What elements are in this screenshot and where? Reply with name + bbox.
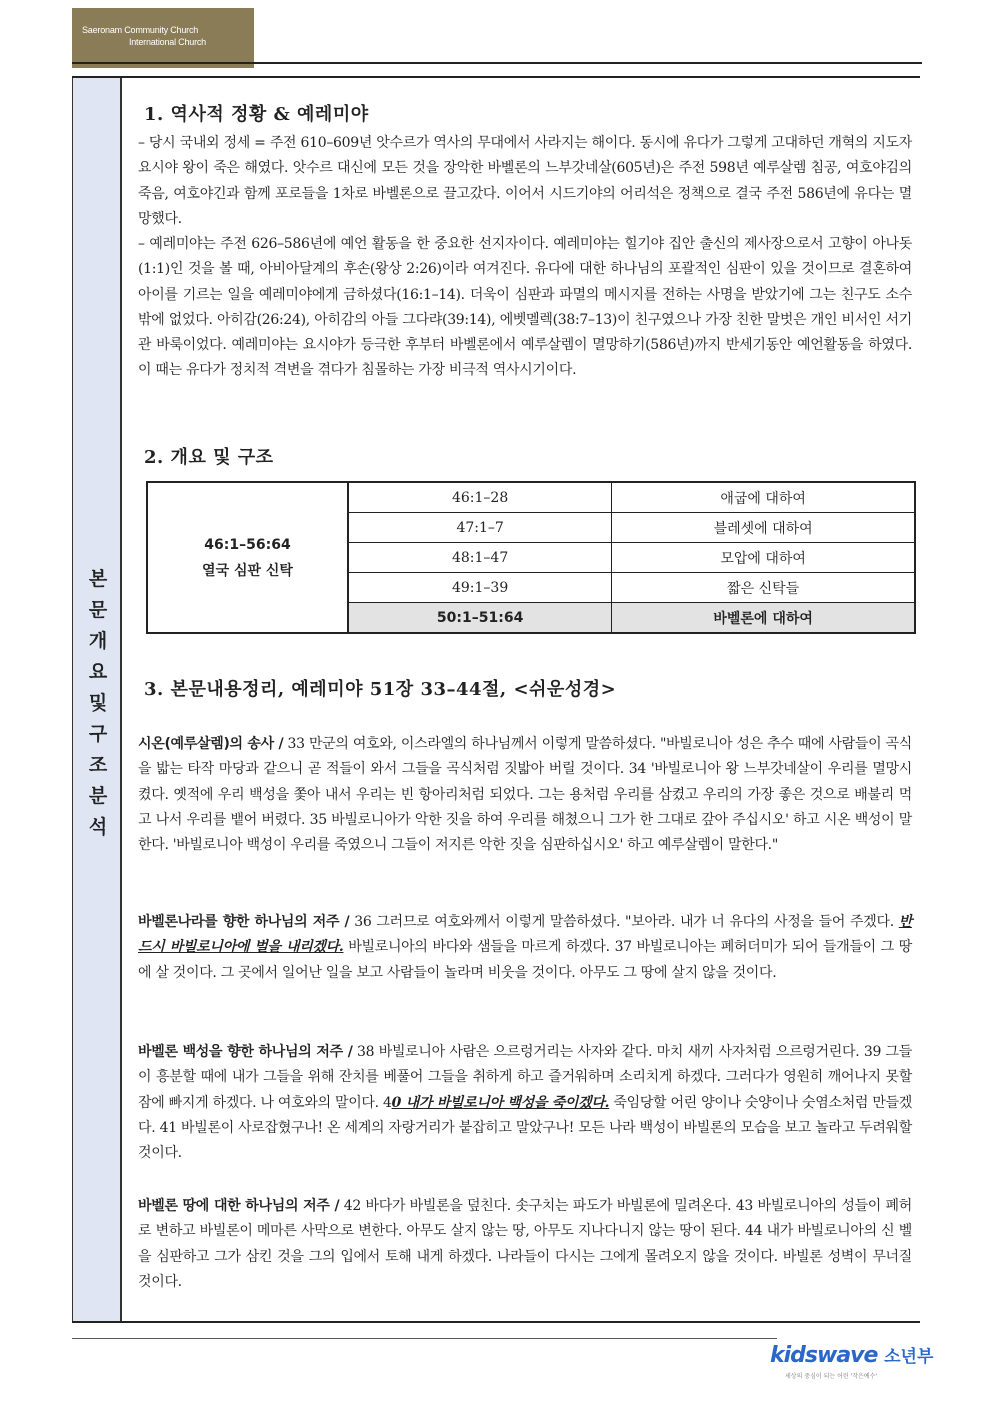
sidebar-char: 문 [88,599,108,621]
brand-wave: wave [817,1343,878,1368]
sidebar-char: 조 [88,754,108,776]
emphasis-text: 0 내가 바빌로니아 백성을 죽이겠다. [391,1094,610,1111]
structure-ref: 46:1–28 [348,482,612,513]
structure-desc: 블레셋에 대하여 [612,513,915,543]
sidebar-char: 본 [88,568,108,590]
paragraph-heading: 바벨론나라를 향한 하나님의 저주 / [138,914,350,930]
section3-paragraph-2 [138,910,912,986]
paragraph-heading: 시온(예루살렘)의 송사 / [138,736,284,752]
section3-paragraph-1 [138,732,912,858]
sidebar [72,78,122,1321]
paragraph-heading: 바벨론 땅에 대한 하나님의 저주 / [138,1198,340,1214]
church-name [82,24,212,48]
brand-tagline: 세상의 중심이 되는 어린 '작은예수' [785,1373,878,1380]
structure-desc: 짧은 신탁들 [612,573,915,603]
structure-ref: 49:1–39 [348,573,612,603]
sidebar-char: 및 [88,692,108,714]
sidebar-label [73,564,123,843]
table-row [147,482,915,513]
sidebar-char: 구 [88,723,108,745]
structure-desc: 모압에 대하여 [612,543,915,573]
structure-ref: 48:1–47 [348,543,612,573]
paragraph-body: 33 만군의 여호와, 이스라엘의 하나님께서 이렇게 말씀하셨다. "바빌로니아 성은 추수 때에 사람들이 곡식을 밟는 타작 마당과 같으니 곧 적들이 와서 그들을 곡식처럼 짓밟아 버릴 것이다. 34 '바빌로니아 왕 느부갓네살이 우리를 멸망시켰다. 옛적에 우리 백성을 쫓아 내서 우리는 빈 항아리처럼 되었다. 그는 용처럼 우리를 삼켰고 우리의 가장 좋은 것으로 배불리 먹고 나서 우리를 뱉어 버렸다. 35 바빌로니아가 악한 짓을 하여 우리를 해쳤으니 그가 한 그대로 갚아 주십시오' 하고 시온 백성이 말한다. '바빌로니아 백성이 우리를 죽였으니 그들이 저지른 악한 짓을 심판하십시오' 하고 예루살렘이 말한다." [138,736,912,854]
paragraph-body: 36 그러므로 여호와께서 이렇게 말씀하셨다. "보아라. 내가 너 유다의 사정을 들어 주겠다. [349,914,899,930]
structure-desc: 애굽에 대하여 [612,482,915,513]
section1-paragraph-2: – 예레미야는 주전 626–586년에 예언 활동을 한 중요한 선지자이다. 예레미야는 힐기야 집안 출신의 제사장으로서 고향이 아나돗(1:1)인 것을 볼 때, 아비아달계의 후손(왕상 2:26)이라 여겨진다. 유다에 대한 하나님의 포괄적인 심판이 있을 것이므로 결혼하여 아이를 기르는 일을 예레미야에게 금하셨다(16:1–14). 더욱이 심판과 파멸의 메시지를 전하는 사명을 받았기에 그는 친구도 소수밖에 없었다. 아히감(26:24), 아히감의 아들 그다랴(39:14), 에벳멜렉(38:7–13)이 친구였으나 가장 친한 말벗은 개인 비서인 서기관 바룩이었다. 예레미야는 요시야가 등극한 후부터 바벨론에서 예루살렘이 멸망하기(586년)까지 반세기동안 예언활동을 하였다. 이 때는 유다가 정치적 격변을 겪다가 침몰하는 가장 비극적 역사시기이다. [138,236,912,379]
church-name-line2: International Church [128,37,206,47]
structure-desc: 바벨론에 대하여 [612,603,915,634]
brand-korean: 소년부 [884,1347,934,1367]
brand-kids: kids [770,1343,818,1368]
sidebar-char: 분 [88,785,108,807]
paragraph-body: 죽임당할 어린 양이나 숫양이나 숫염소처럼 만들겠다. 41 바빌론이 사로잡혔구나! 온 세계의 자랑거리가 붙잡히고 말았구나! 모든 나라 백성이 바빌론의 모습을 보고 놀라고 두려워할 것이다. [138,1094,912,1162]
emphasis-text: 반드시 바빌로니아에 벌을 내리겠다. [138,914,912,956]
paragraph-body: 바빌로니아의 바다와 샘들을 마르게 하겠다. 37 바빌로니아는 폐허더미가 되어 들개들이 그 땅에 살 것이다. 그 곳에서 일어난 일을 보고 사람들이 놀라며 비웃을 것이다. 아무도 그 땅에 살지 않을 것이다. [138,939,912,981]
sidebar-char: 개 [88,630,108,652]
section2-title: 2. 개요 및 구조 [144,447,274,468]
section1-paragraph-1: – 당시 국내외 정세 = 주전 610–609년 앗수르가 역사의 무대에서 사라지는 해이다. 동시에 유다가 그렇게 고대하던 개혁의 지도자 요시야 왕이 죽은 해였다. 앗수르 대신에 모든 것을 장악한 바벨론의 느부갓네살(605년)은 주전 598년 예루살렘 침공, 여호야김의 죽음, 여호야긴과 함께 포로들을 1차로 바벨론으로 끌고갔다. 이어서 시드기야의 어리석은 정책으로 결국 주전 586년에 유다는 멸망했다. [138,135,912,227]
structure-group-ref: 46:1–56:64 [204,536,291,553]
paragraph-body: 38 바빌로니아 사람은 으르렁거리는 사자와 같다. 마치 새끼 사자처럼 으르렁거린다. 39 그들이 흥분할 때에 내가 그들을 위해 잔치를 베풀어 그들을 취하게 하고 즐거워하며 소리치게 하겠다. 그러다가 영원히 깨어나지 못할 잠에 빠지게 하겠다. 나 여호와의 말이다. 4 [138,1044,912,1111]
section3-paragraph-3 [138,1040,912,1166]
church-name-line1: Saeronam Community Church [82,25,199,35]
structure-group-cell [147,482,348,633]
content-frame [72,76,920,1323]
header-divider [72,62,922,64]
section3-paragraph-4 [138,1194,912,1295]
sidebar-char: 요 [88,661,108,683]
church-logo [72,8,254,68]
kidswave-logo [770,1342,933,1368]
paragraph-body: 42 바다가 바빌론을 덮친다. 솟구치는 파도가 바빌론에 밀려온다. 43 바빌로니아의 성들이 폐허로 변하고 바빌론이 메마른 사막으로 변한다. 아무도 살지 않는 땅, 아무도 지나다니지 않는 땅이 된다. 44 내가 바빌로니아의 신 벨을 심판하고 그가 삼킨 것을 그의 입에서 토해 내게 하겠다. 나라들이 다시는 그에게 몰려오지 않을 것이다. 바빌론 성벽이 무너질 것이다. [138,1198,912,1290]
structure-ref: 50:1–51:64 [348,603,612,634]
section1-title: 1. 역사적 정황 & 예레미야 [144,104,369,125]
paragraph-heading: 바벨론 백성을 향한 하나님의 저주 / [138,1044,353,1060]
footer-divider [72,1338,777,1339]
sidebar-char: 석 [88,816,108,838]
section3-title: 3. 본문내용정리, 예레미야 51장 33–44절, <쉬운성경> [144,679,617,700]
structure-ref: 47:1–7 [348,513,612,543]
structure-group-label: 열국 심판 신탁 [202,562,293,579]
structure-table [146,481,916,634]
